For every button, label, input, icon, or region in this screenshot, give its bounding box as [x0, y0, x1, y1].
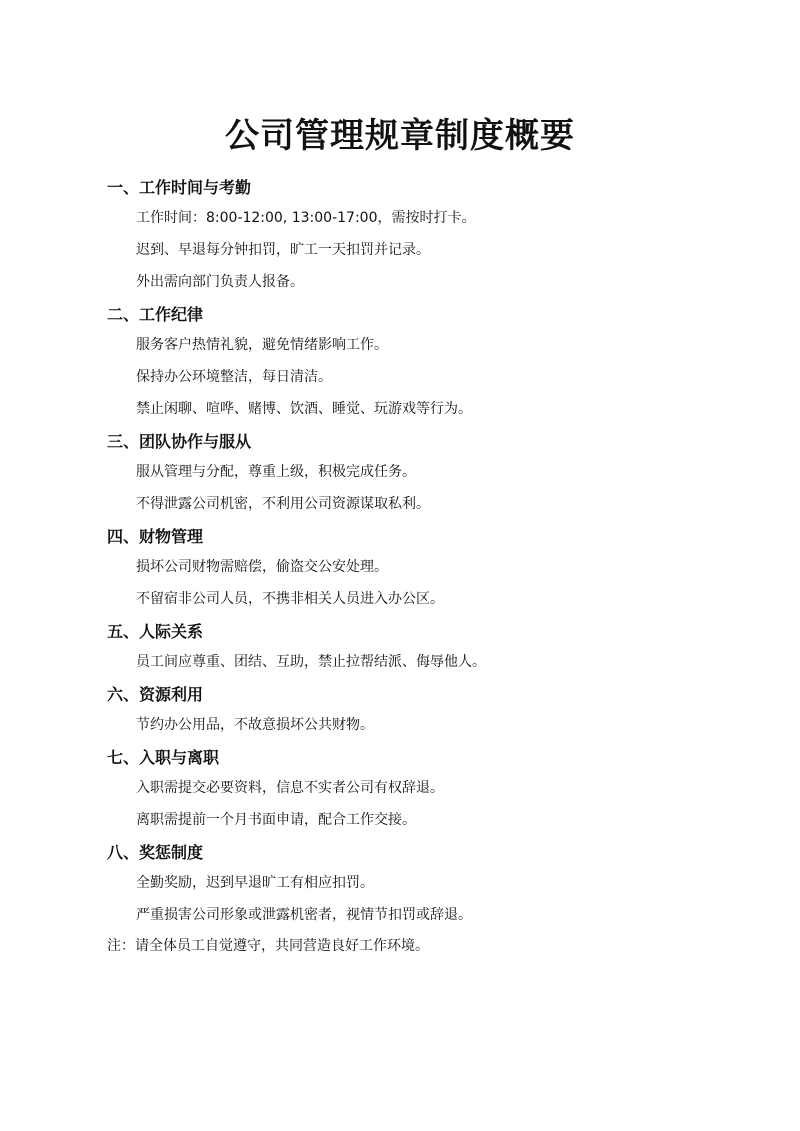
section-item: 员工间应尊重、团结、互助，禁止拉帮结派、侮辱他人。 [136, 654, 486, 670]
section-heading: 八、奖惩制度 [107, 843, 204, 862]
section-item: 服从管理与分配，尊重上级，积极完成任务。 [136, 464, 416, 480]
section-item: 节约办公用品，不故意损坏公共财物。 [136, 717, 374, 733]
document-title: 公司管理规章制度概要 [225, 116, 575, 156]
section-item: 工作时间：8:00-12:00, 13:00-17:00，需按时打卡。 [136, 210, 476, 226]
section-heading: 三、团队协作与服从 [107, 432, 252, 451]
section-item: 禁止闲聊、喧哗、赌博、饮酒、睡觉、玩游戏等行为。 [136, 401, 472, 417]
section-item: 不得泄露公司机密，不利用公司资源谋取私利。 [136, 496, 430, 512]
section-item: 迟到、早退每分钟扣罚，旷工一天扣罚并记录。 [136, 242, 430, 258]
section-heading: 五、人际关系 [107, 622, 204, 641]
section-heading: 六、资源利用 [107, 685, 204, 704]
section-heading: 二、工作纪律 [107, 305, 204, 324]
footer-note: 注：请全体员工自觉遵守，共同营造良好工作环境。 [107, 938, 429, 954]
section-item: 保持办公环境整洁，每日清洁。 [136, 369, 332, 385]
section-item: 不留宿非公司人员，不携非相关人员进入办公区。 [136, 591, 444, 607]
section-item: 全勤奖励，迟到早退旷工有相应扣罚。 [136, 875, 374, 891]
section-item: 服务客户热情礼貌，避免情绪影响工作。 [136, 337, 388, 353]
section-heading: 一、工作时间与考勤 [107, 178, 252, 197]
section-heading: 四、财物管理 [107, 527, 204, 546]
section-item: 严重损害公司形象或泄露机密者，视情节扣罚或辞退。 [136, 907, 472, 923]
section-item: 入职需提交必要资料，信息不实者公司有权辞退。 [136, 780, 444, 796]
document-body [107, 174, 747, 956]
section-item: 离职需提前一个月书面申请，配合工作交接。 [136, 812, 416, 828]
section-heading: 七、入职与离职 [107, 748, 220, 767]
section-item: 外出需向部门负责人报备。 [136, 274, 304, 290]
section-item: 损坏公司财物需赔偿，偷盗交公安处理。 [136, 559, 388, 575]
